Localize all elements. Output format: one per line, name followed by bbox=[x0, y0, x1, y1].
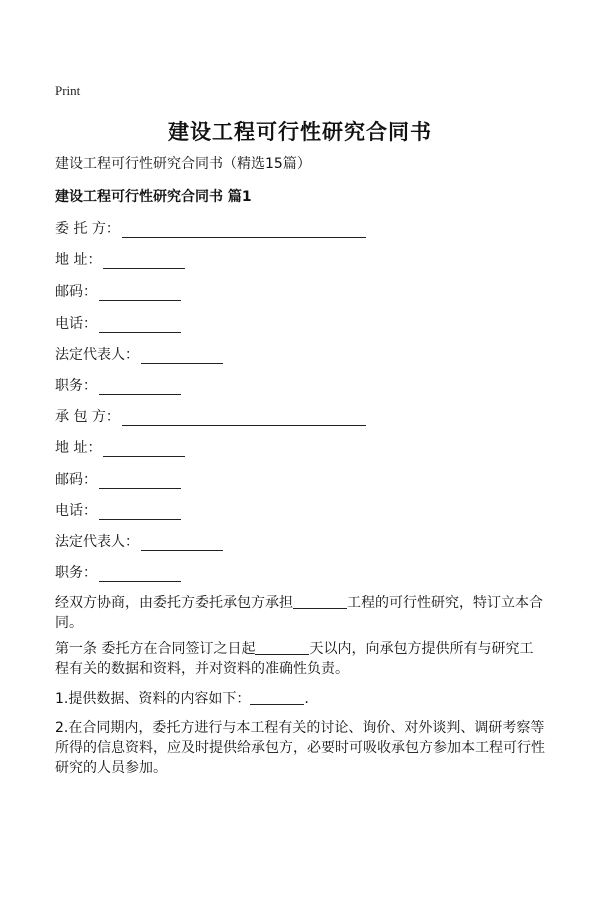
print-link[interactable]: Print bbox=[55, 83, 81, 98]
contractor-phone-blank-line bbox=[99, 505, 181, 520]
data-content-blank bbox=[250, 690, 304, 705]
contractor-label: 承 包 方： bbox=[55, 409, 120, 425]
client-address-blank-line bbox=[103, 254, 185, 269]
contractor-address-label: 地 址： bbox=[55, 440, 102, 456]
client-phone-blank-line bbox=[99, 318, 181, 333]
agreement-paragraph bbox=[55, 593, 545, 633]
document-subtitle: 建设工程可行性研究合同书（精选15篇） bbox=[55, 156, 311, 172]
client-phone-field bbox=[55, 313, 181, 333]
contractor-legal-rep-field bbox=[55, 531, 223, 551]
data-content-text: 1.提供数据、资料的内容如下： bbox=[55, 691, 251, 707]
agreement-text-b: 工程的可行性研究，特订立本合同。 bbox=[55, 595, 543, 631]
client-legal-rep-blank-line bbox=[141, 349, 223, 364]
contractor-address-blank-line bbox=[103, 442, 185, 457]
section-heading: 建设工程可行性研究合同书 篇1 bbox=[55, 189, 252, 205]
client-position-label: 职务： bbox=[55, 378, 97, 394]
client-address-label: 地 址： bbox=[55, 252, 102, 268]
client-postcode-label: 邮码： bbox=[55, 284, 97, 300]
contractor-field bbox=[55, 406, 366, 426]
contract-period-paragraph: 2.在合同期内，委托方进行与本工程有关的讨论、询价、对外谈判、调研考察等所得的信息资料，应及时提供给承包方，必要时可吸收承包方参加本工程可行性研究的人员参加。 bbox=[55, 720, 545, 776]
contractor-postcode-blank-line bbox=[99, 474, 181, 489]
client-blank-line bbox=[122, 223, 366, 238]
contractor-phone-label: 电话： bbox=[55, 503, 97, 519]
contractor-legal-rep-blank-line bbox=[141, 536, 223, 551]
client-position-blank-line bbox=[99, 380, 181, 395]
agreement-text-a: 经双方协商，由委托方委托承包方承担 bbox=[55, 595, 293, 611]
contractor-position-blank-line bbox=[99, 567, 181, 582]
contractor-phone-field bbox=[55, 500, 181, 520]
data-content-paragraph bbox=[55, 689, 545, 709]
contractor-blank-line bbox=[122, 411, 366, 426]
article-one-text-a: 第一条 委托方在合同签订之日起 bbox=[55, 641, 256, 657]
data-content-period: . bbox=[304, 691, 309, 707]
page-title: 建设工程可行性研究合同书 bbox=[168, 120, 432, 144]
contractor-postcode-field bbox=[55, 469, 181, 489]
article-one-paragraph bbox=[55, 639, 545, 679]
contractor-position-field bbox=[55, 562, 181, 582]
client-phone-label: 电话： bbox=[55, 316, 97, 332]
client-postcode-field bbox=[55, 281, 181, 301]
days-blank bbox=[255, 640, 309, 655]
client-field bbox=[55, 218, 366, 238]
client-address-field bbox=[55, 249, 185, 269]
client-legal-rep-label: 法定代表人： bbox=[55, 347, 139, 363]
client-legal-rep-field bbox=[55, 344, 223, 364]
contractor-address-field bbox=[55, 437, 185, 457]
contractor-legal-rep-label: 法定代表人： bbox=[55, 534, 139, 550]
project-name-blank bbox=[293, 594, 347, 609]
client-label: 委 托 方： bbox=[55, 221, 120, 237]
contractor-position-label: 职务： bbox=[55, 565, 97, 581]
client-postcode-blank-line bbox=[99, 286, 181, 301]
article-one-text-b: 天以内，向承包方提供所有与研究工程有关的数据和资料，并对资料的准确性负责。 bbox=[55, 641, 534, 677]
client-position-field bbox=[55, 375, 181, 395]
contractor-postcode-label: 邮码： bbox=[55, 472, 97, 488]
